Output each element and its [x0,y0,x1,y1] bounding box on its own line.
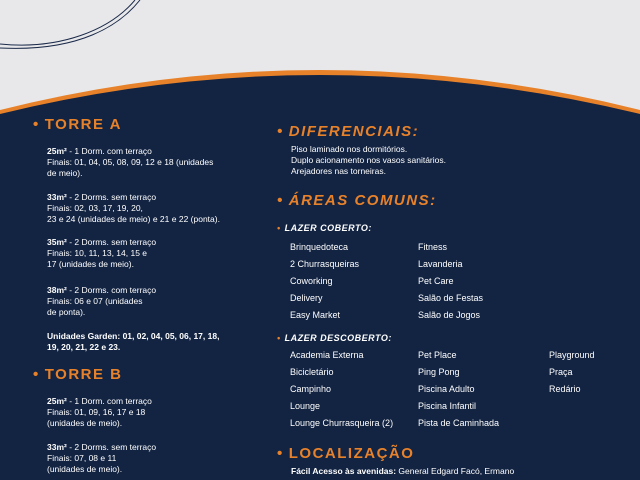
unit-area: 33m² [47,192,67,202]
lazer-descoberto-col1 [290,350,393,435]
lazer-descoberto-col2 [418,350,499,435]
amenity-item: Lounge [290,401,321,411]
lazer-descoberto-heading [277,333,392,343]
localizacao-heading [277,445,414,462]
unit-line: Finais: 02, 03, 17, 19, 20, [47,203,143,213]
amenity-item: Brinquedoteca [290,242,349,252]
amenity-item: Pet Care [418,276,454,286]
torre-a-unit-4 [47,285,267,318]
amenity-item: Easy Market [290,310,341,320]
torre-a-unit-2 [47,192,267,225]
unit-line: - 2 Dorms. sem terraço [69,442,157,452]
amenity-item: Pet Place [418,350,457,360]
amenity-item: 2 Churrasqueiras [290,259,360,269]
unit-line: de ponta). [47,307,86,317]
torre-b-title: TORRE B [44,366,123,383]
amenity-item: Redário [549,384,581,394]
unit-line: 17 (unidades de meio). [47,259,134,269]
amenity-item: Fitness [418,242,448,252]
torre-a-heading [33,116,122,133]
torre-b-heading [33,366,123,383]
torre-b-unit-2 [47,442,267,475]
unit-line: Finais: 01, 09, 16, 17 e 18 [47,407,146,417]
bullet-icon: • [277,333,281,343]
amenity-item: Bicicletário [290,367,334,377]
amenity-item: Praça [549,367,573,377]
amenity-item: Lounge Churrasqueira (2) [290,418,394,428]
localizacao-title: LOCALIZAÇÃO [288,445,415,462]
unit-line: - 2 Dorms. sem terraço [69,237,157,247]
lazer-coberto-col2 [418,242,483,327]
bullet-icon: • [277,445,284,462]
torre-a-unit-1 [47,146,267,179]
localizacao-text [291,466,631,477]
areas-comuns-heading [277,192,437,209]
amenity-item: Ping Pong [418,367,460,377]
torre-a-title: TORRE A [44,116,122,133]
unit-area: 25m² [47,396,67,406]
amenity-item: Coworking [290,276,333,286]
unit-area: 33m² [47,442,67,452]
diferencial-item: Arejadores nas torneiras. [291,166,386,176]
garden-line: Unidades Garden: 01, 02, 04, 05, 06, 17, 18, [47,331,220,341]
unit-line: Finais: 06 e 07 (unidades [47,296,143,306]
diferenciais-heading [277,123,419,140]
unit-line: - 2 Dorms. com terraço [69,285,157,295]
unit-line: - 2 Dorms. sem terraço [69,192,157,202]
areas-comuns-title: ÁREAS COMUNS: [288,192,437,209]
lazer-descoberto-title: LAZER DESCOBERTO: [284,333,392,343]
lazer-coberto-col1 [290,242,359,327]
diferencial-item: Piso laminado nos dormitórios. [291,144,408,154]
lazer-coberto-heading [277,223,372,233]
unit-line: 23 e 24 (unidades de meio) e 21 e 22 (ponta). [47,214,220,224]
torre-a-unit-3 [47,237,267,270]
diferenciais-title: DIFERENCIAIS: [288,123,420,140]
amenity-item: Pista de Caminhada [418,418,500,428]
unit-line: Finais: 10, 11, 13, 14, 15 e [47,248,148,258]
unit-line: Finais: 01, 04, 05, 08, 09, 12 e 18 (unidades [47,157,214,167]
bullet-icon: • [277,223,281,233]
amenity-item: Piscina Adulto [418,384,475,394]
garden-line: 19, 20, 21, 22 e 23. [47,342,121,352]
torre-a-garden [47,331,267,353]
amenity-item: Academia Externa [290,350,364,360]
diferenciais-list [291,144,591,177]
lazer-coberto-title: LAZER COBERTO: [284,223,372,233]
unit-line: (unidades de meio). [47,418,123,428]
bullet-icon: • [33,366,40,383]
bullet-icon: • [277,123,284,140]
bullet-icon: • [33,116,40,133]
unit-line: - 1 Dorm. com terraço [69,396,152,406]
lazer-descoberto-col3 [549,350,595,401]
bullet-icon: • [277,192,284,209]
torre-b-unit-1 [47,396,267,429]
amenity-item: Lavanderia [418,259,463,269]
unit-area: 38m² [47,285,67,295]
unit-line: de meio). [47,168,83,178]
unit-line: - 1 Dorm. com terraço [69,146,152,156]
unit-line: Finais: 07, 08 e 11 [47,453,117,463]
amenity-item: Piscina Infantil [418,401,477,411]
localizacao-value: General Edgard Facó, Ermano [398,466,515,476]
amenity-item: Salão de Festas [418,293,484,303]
unit-area: 25m² [47,146,67,156]
amenity-item: Campinho [290,384,332,394]
amenity-item: Playground [549,350,595,360]
unit-area: 35m² [47,237,67,247]
amenity-item: Delivery [290,293,323,303]
amenity-item: Salão de Jogos [418,310,481,320]
unit-line: (unidades de meio). [47,464,123,474]
diferencial-item: Duplo acionamento nos vasos sanitários. [291,155,446,165]
localizacao-label: Fácil Acesso às avenidas: [291,466,397,476]
